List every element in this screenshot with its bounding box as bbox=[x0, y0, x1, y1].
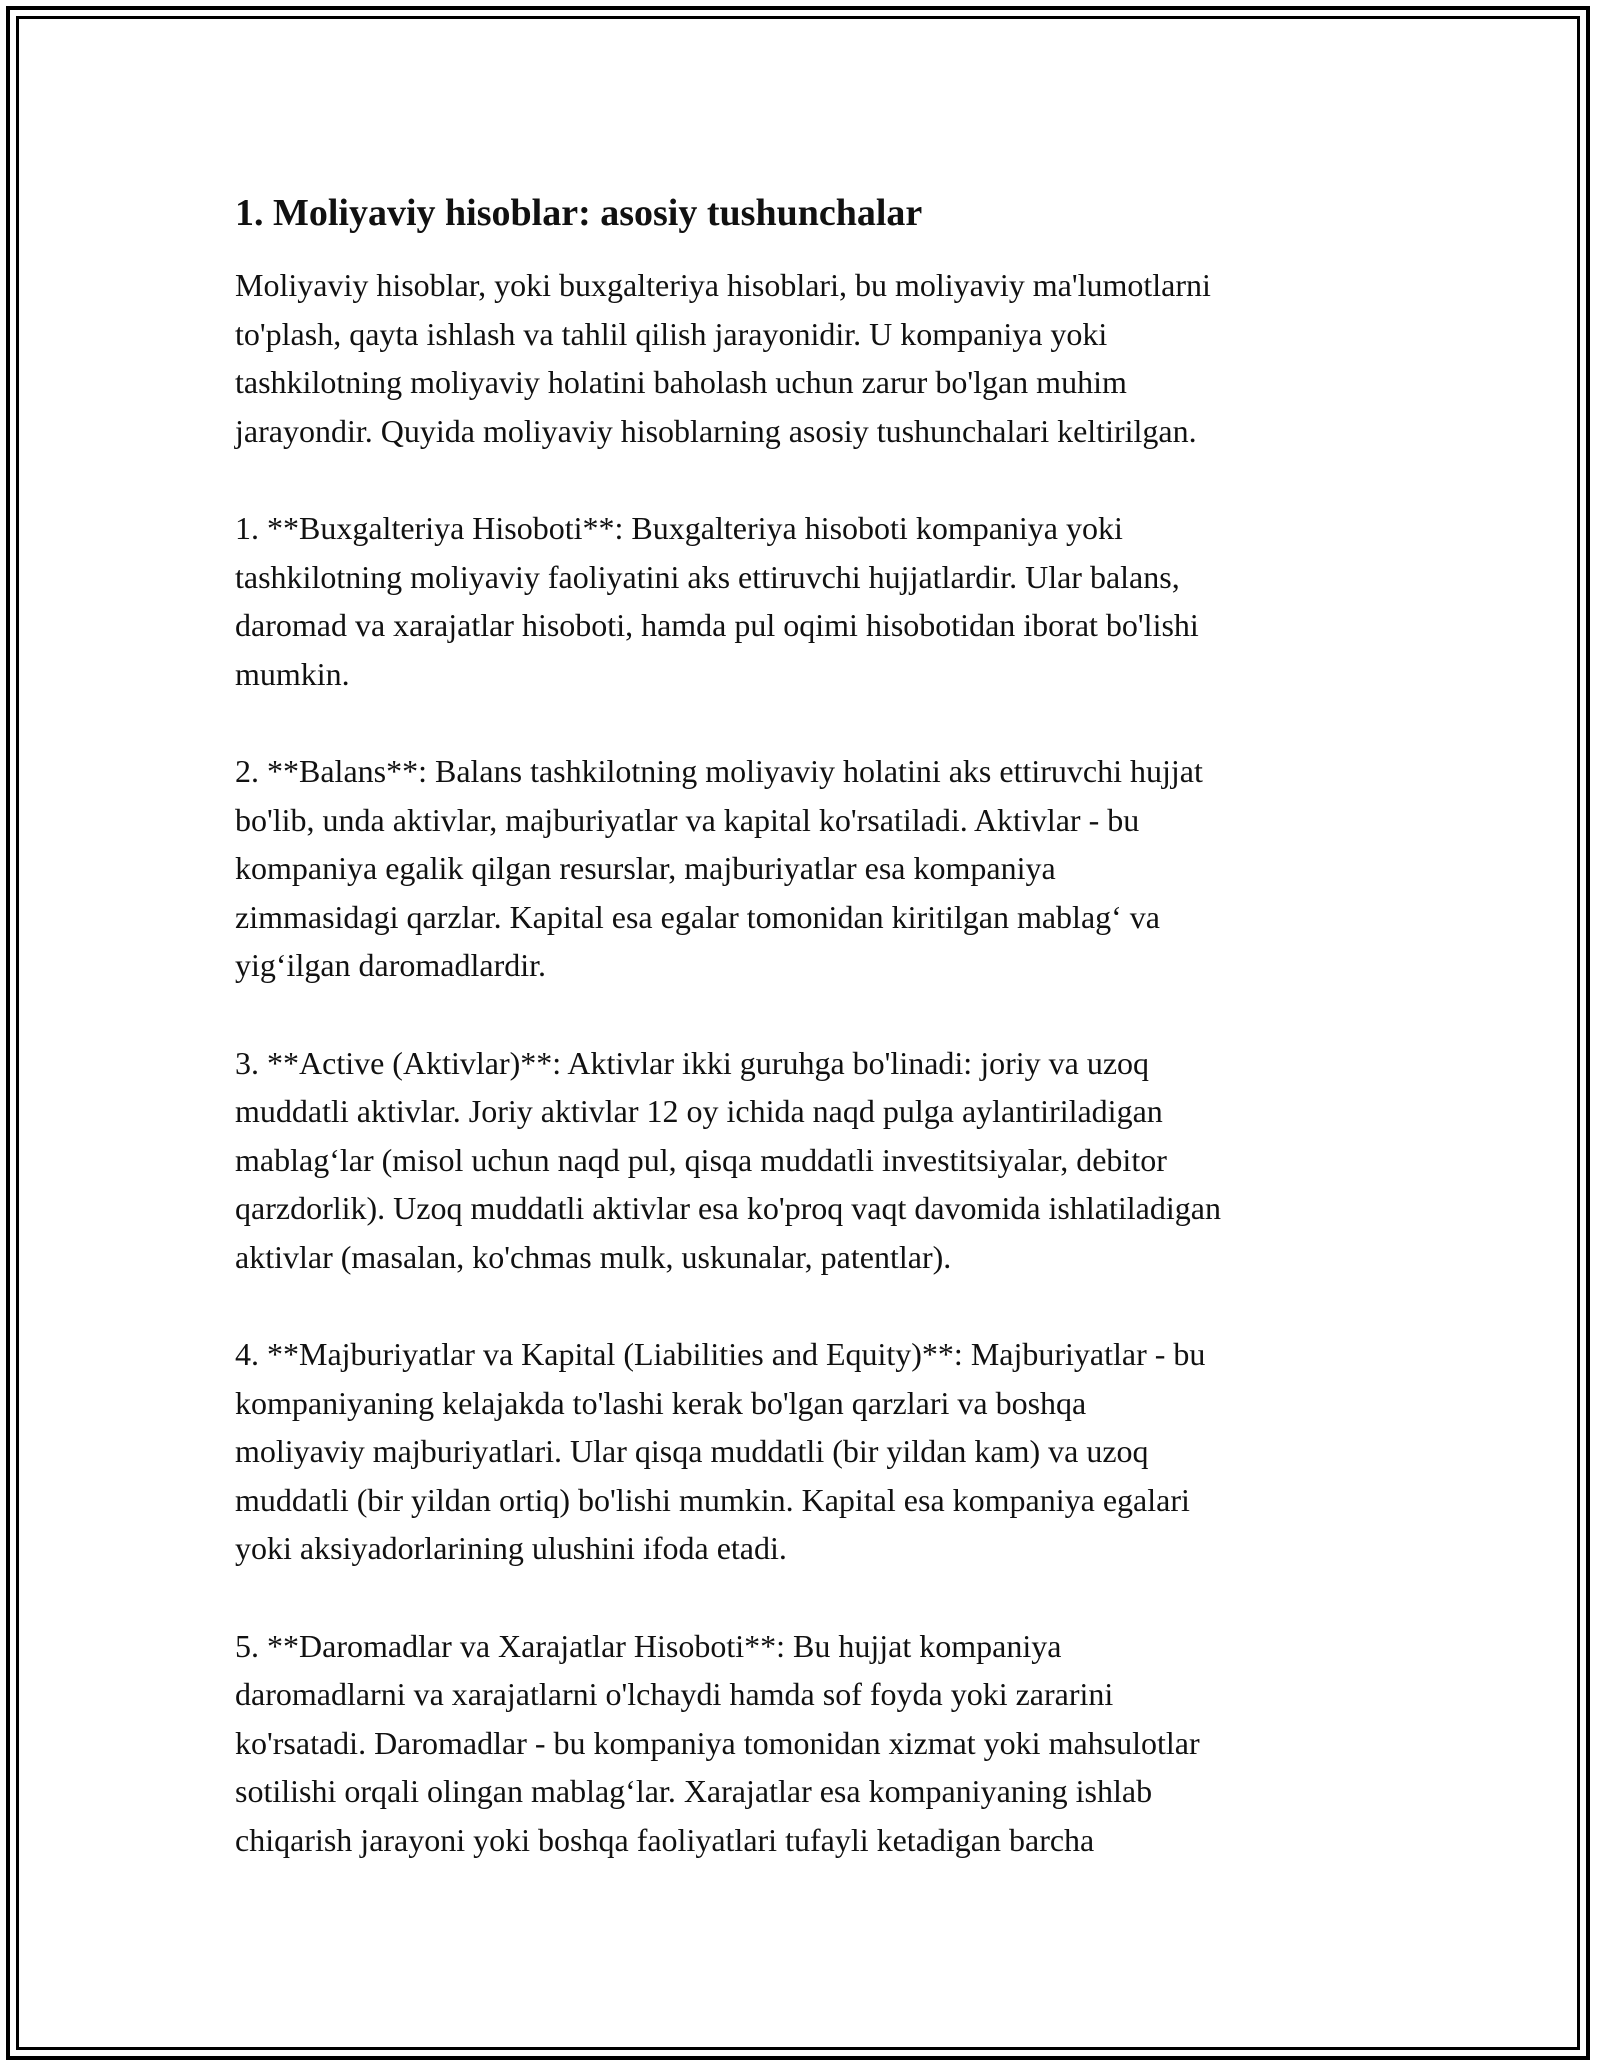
document-body bbox=[235, 188, 1385, 1913]
list-item-aktivlar: 3. **Active (Aktivlar)**: Aktivlar ikki guruhga bo'linadi: joriy va uzoq muddatli aktivlar. Joriy aktivlar 12 oy ichida naqd pulga aylantiriladigan mablag‘lar (misol uchun naqd pul, qisqa muddatli investitsiyalar, debitor qarzdorlik). Uzoq muddatli aktivlar esa ko'proq vaqt davomida ishlatiladigan aktivlar (masalan, ko'chmas mulk, uskunalar, patentlar). bbox=[235, 1044, 1221, 1275]
list-item-balans: 2. **Balans**: Balans tashkilotning moliyaviy holatini aks ettiruvchi hujjat bo'lib, unda aktivlar, majburiyatlar va kapital ko'rsatiladi. Aktivlar - bu kompaniya egalik qilgan resurslar, majburiyatlar esa kompaniya zimmasidagi qarzlar. Kapital esa egalar tomonidan kiritilgan mablag‘ va yig‘ilgan daromadlardir. bbox=[235, 752, 1203, 984]
list-item-majburiyatlar-kapital: 4. **Majburiyatlar va Kapital (Liabilities and Equity)**: Majburiyatlar - bu kompaniyaning kelajakda to'lashi kerak bo'lgan qarzlari va boshqa moliyaviy majburiyatlari. Ular qisqa muddatli (bir yildan kam) va uzoq muddatli (bir yildan ortiq) bo'lishi mumkin. Kapital esa kompaniya egalari yoki aksiyadorlarining ulushini ifoda etadi. bbox=[235, 1336, 1206, 1567]
list-item-buxgalteriya-hisoboti: 1. **Buxgalteriya Hisoboti**: Buxgalteriya hisoboti kompaniya yoki tashkilotning moliyaviy faoliyatini aks ettiruvchi hujjatlardir. Ular balans, daromad va xarajatlar hisoboti, hamda pul oqimi hisobotidan iborat bo'lishi mumkin. bbox=[235, 509, 1199, 692]
intro-paragraph: Moliyaviy hisoblar, yoki buxgalteriya hisoblari, bu moliyaviy ma'lumotlarni to'plash, qayta ishlash va tahlil qilish jarayonidir. U kompaniya yoki tashkilotning moliyaviy holatini baholash uchun zarur bo'lgan muhim jarayondir. Quyida moliyaviy hisoblarning asosiy tushunchalari keltirilgan. bbox=[235, 267, 1211, 449]
list-item-daromadlar-xarajatlar: 5. **Daromadlar va Xarajatlar Hisoboti**: Bu hujjat kompaniya daromadlarni va xarajatlarni o'lchaydi hamda sof foyda yoki zararini ko'rsatadi. Daromadlar - bu kompaniya tomonidan xizmat yoki mahsulotlar sotilishi orqali olingan mablag‘lar. Xarajatlar esa kompaniyaning ishlab chiqarish jarayoni yoki boshqa faoliyatlari tufayli ketadigan barcha bbox=[235, 1627, 1200, 1858]
section-heading: 1. Moliyaviy hisoblar: asosiy tushunchalar bbox=[235, 192, 923, 234]
